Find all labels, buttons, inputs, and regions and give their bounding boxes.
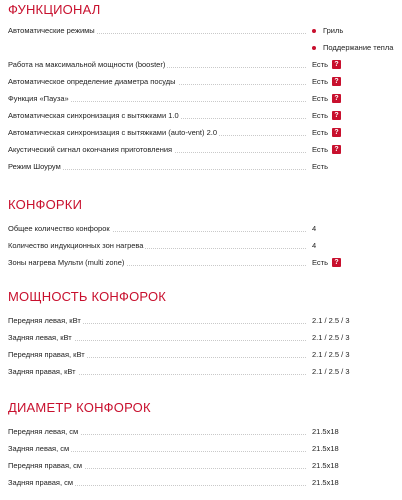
spec-value <box>312 107 341 124</box>
spec-value-text: 2.1 / 2.5 / 3 <box>312 316 350 325</box>
spec-row <box>8 73 398 90</box>
spec-value-text: Есть <box>312 111 329 120</box>
spec-row <box>8 22 398 39</box>
spec-value <box>312 312 350 329</box>
spec-label: Автоматическая синхронизация с вытяжками 1.0 <box>8 107 181 124</box>
spec-value <box>312 56 341 73</box>
spec-value-text: Есть <box>312 258 329 267</box>
section-title: КОНФОРКИ <box>8 197 83 212</box>
spec-row <box>8 220 398 237</box>
help-icon[interactable]: ? <box>332 60 341 69</box>
spec-value-text: Гриль <box>323 26 344 35</box>
spec-value <box>312 254 341 271</box>
spec-value-text: 4 <box>312 241 317 250</box>
spec-value-text: 2.1 / 2.5 / 3 <box>312 367 350 376</box>
spec-label: Передняя правая, см <box>8 457 84 474</box>
spec-value-text: Поддержание тепла <box>323 43 394 52</box>
spec-value-text: 21.5x18 <box>312 427 339 436</box>
spec-row <box>8 457 398 474</box>
spec-value-text: Есть <box>312 162 329 171</box>
spec-value <box>312 22 343 39</box>
spec-row <box>8 346 398 363</box>
spec-value <box>312 346 350 363</box>
spec-value <box>312 39 393 56</box>
help-icon[interactable]: ? <box>332 145 341 154</box>
spec-label: Задняя правая, см <box>8 474 75 491</box>
spec-row <box>8 329 398 346</box>
spec-row <box>8 90 398 107</box>
spec-value-text: Есть <box>312 77 329 86</box>
spec-label: Передняя правая, кВт <box>8 346 87 363</box>
spec-row <box>8 141 398 158</box>
spec-row <box>8 124 398 141</box>
section-title: ФУНКЦИОНАЛ <box>8 2 101 17</box>
help-icon[interactable]: ? <box>332 77 341 86</box>
spec-value <box>312 73 341 90</box>
spec-row <box>8 474 398 491</box>
spec-value <box>312 90 341 107</box>
help-icon[interactable]: ? <box>332 128 341 137</box>
spec-label: Автоматическое определение диаметра посуды <box>8 73 178 90</box>
spec-row <box>8 440 398 457</box>
spec-value-text: Есть <box>312 128 329 137</box>
spec-value <box>312 141 341 158</box>
spec-label: Общее количество конфорок <box>8 220 112 237</box>
spec-row <box>8 39 398 56</box>
spec-label: Задняя правая, кВт <box>8 363 78 380</box>
spec-value <box>312 474 339 491</box>
help-icon[interactable]: ? <box>332 111 341 120</box>
spec-label: Количество индукционных зон нагрева <box>8 237 145 254</box>
spec-label: Задняя левая, кВт <box>8 329 74 346</box>
spec-label: Передняя левая, кВт <box>8 312 83 329</box>
spec-label: Акустический сигнал окончания приготовления <box>8 141 174 158</box>
spec-value-text: 2.1 / 2.5 / 3 <box>312 333 350 342</box>
spec-value <box>312 440 339 457</box>
spec-row <box>8 363 398 380</box>
spec-label: Зоны нагрева Мульти (multi zone) <box>8 254 126 271</box>
spec-value <box>312 220 316 237</box>
spec-value-text: Есть <box>312 60 329 69</box>
section-title: ДИАМЕТР КОНФОРОК <box>8 400 151 415</box>
spec-value <box>312 423 339 440</box>
spec-value-text: 21.5x18 <box>312 478 339 487</box>
spec-row <box>8 107 398 124</box>
spec-row <box>8 312 398 329</box>
spec-label: Автоматические режимы <box>8 22 97 39</box>
spec-value <box>312 237 316 254</box>
spec-label: Работа на максимальной мощности (booster) <box>8 56 167 73</box>
spec-value-text: Есть <box>312 94 329 103</box>
spec-label: Передняя левая, см <box>8 423 80 440</box>
spec-row <box>8 237 398 254</box>
spec-row <box>8 254 398 271</box>
help-icon[interactable]: ? <box>332 258 341 267</box>
spec-value-text: 2.1 / 2.5 / 3 <box>312 350 350 359</box>
spec-value <box>312 124 341 141</box>
spec-value-text: 4 <box>312 224 317 233</box>
help-icon[interactable]: ? <box>332 94 341 103</box>
spec-row <box>8 158 398 175</box>
spec-label: Режим Шоурум <box>8 158 63 175</box>
spec-value-text: 21.5x18 <box>312 461 339 470</box>
spec-value <box>312 363 350 380</box>
spec-value-text: 21.5x18 <box>312 444 339 453</box>
spec-label: Задняя левая, см <box>8 440 71 457</box>
spec-row <box>8 56 398 73</box>
spec-label: Автоматическая синхронизация с вытяжками (auto-vent) 2.0 <box>8 124 219 141</box>
spec-row <box>8 423 398 440</box>
spec-value <box>312 158 328 175</box>
section-title: МОЩНОСТЬ КОНФОРОК <box>8 289 167 304</box>
spec-value <box>312 457 339 474</box>
spec-value <box>312 329 350 346</box>
spec-value-text: Есть <box>312 145 329 154</box>
spec-label: Функция «Пауза» <box>8 90 71 107</box>
